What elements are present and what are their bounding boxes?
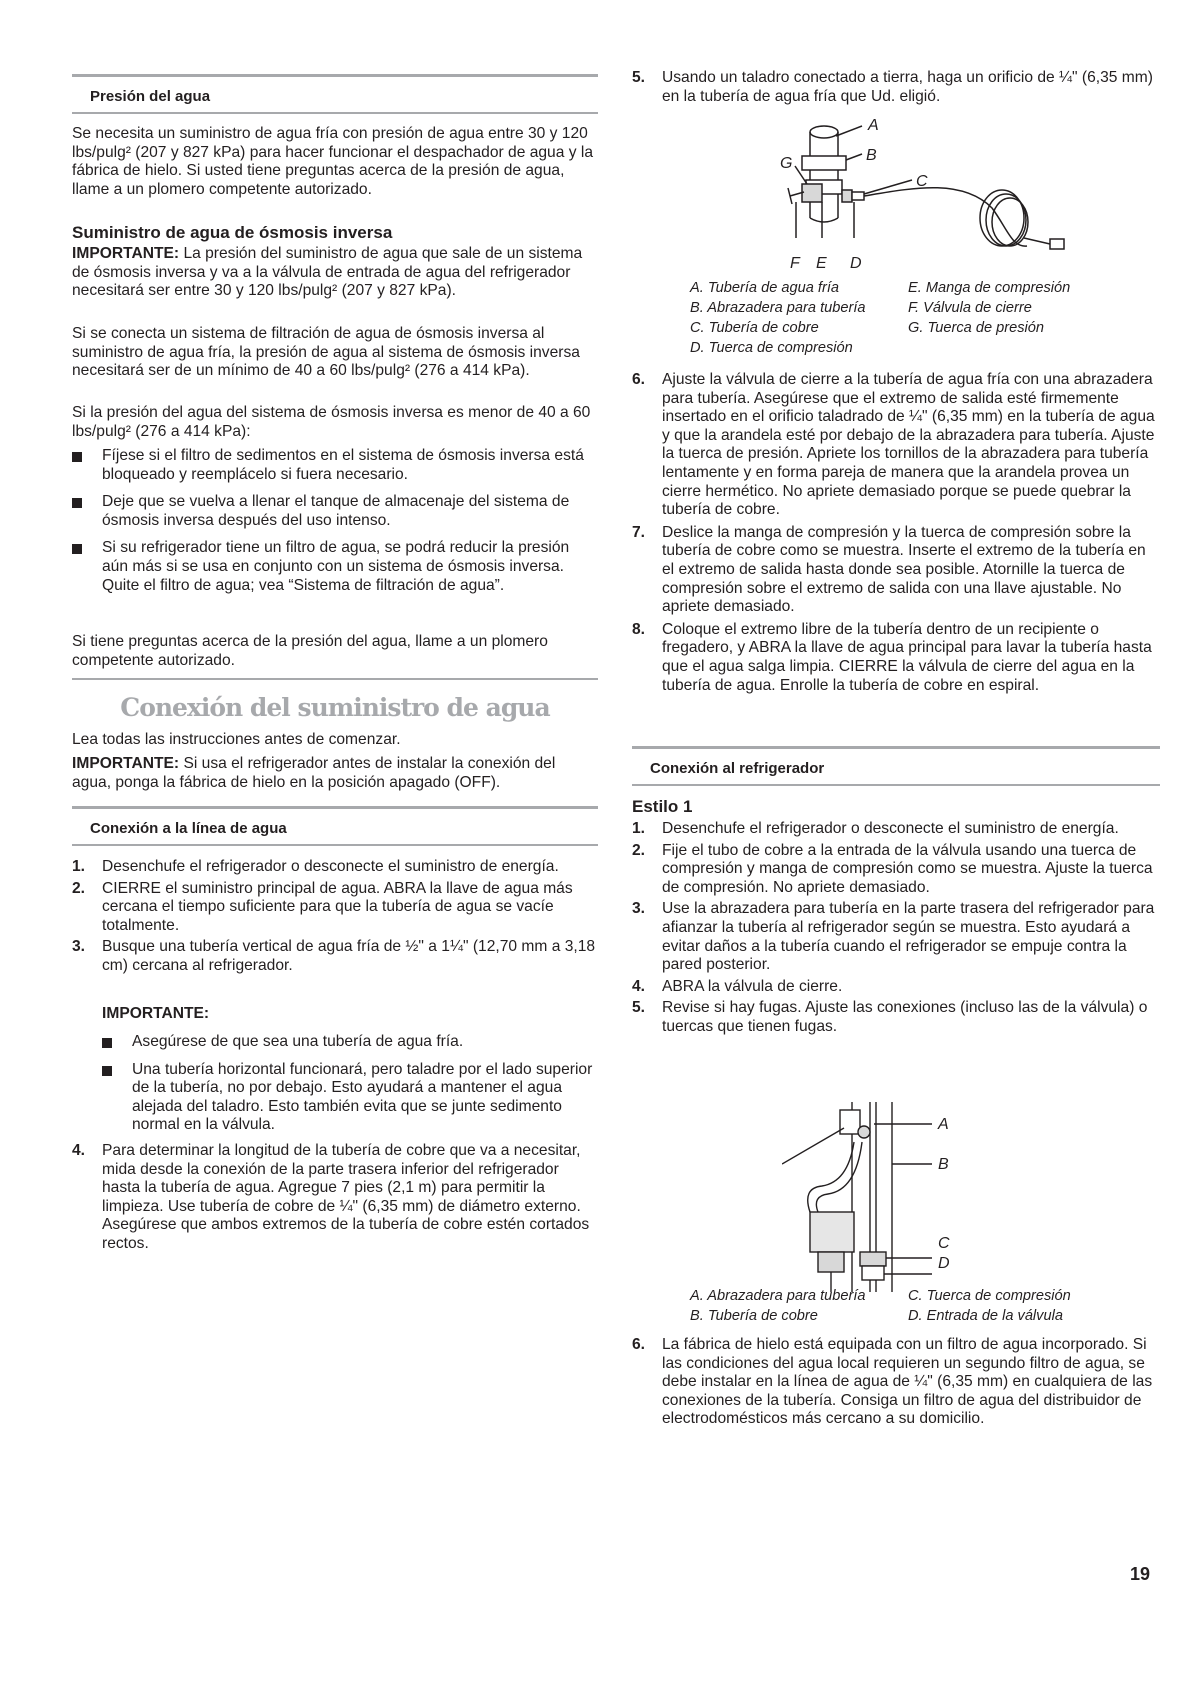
step3-bullet-list <box>102 1033 598 1135</box>
fig1-label-c: C <box>916 173 928 190</box>
list-item: 3. Busque una tubería vertical de agua fría de ½" a 1¼" (12,70 mm a 3,18 cm) cercana al refrigerador. <box>72 938 596 974</box>
connection-important-label: IMPORTANTE: <box>72 755 180 772</box>
step5 <box>632 69 1160 106</box>
bullet-square-icon <box>72 452 82 462</box>
list-item: Una tubería horizontal funcionará, pero taladre por el lado superior de la tubería, no por debajo. Esto ayudará a mantener el agua alejada del taladro. Esto también evita que se junte sedimento normal en la válvula. <box>102 1061 598 1135</box>
caption: D. Entrada de la válvula <box>908 1308 1063 1324</box>
page-number: 19 <box>1130 1564 1151 1584</box>
fig2-label-c: C <box>938 1235 950 1252</box>
ro-bullet-list <box>72 447 598 595</box>
fridge-connection-header-band <box>632 746 1160 786</box>
figure1-captions <box>690 278 1108 358</box>
fig1-label-a: A <box>868 118 879 134</box>
fig1-label-d: D <box>850 255 862 272</box>
list-item: 7. Deslice la manga de compresión y la tuerca de compresión sobre la tubería de cobre como se muestra. Inserte el extremo de la tubería en el extremo de salida hasta donde sea posible. Atornille la tuerca de compresión sobre el extremo de salida con una llave ajustable. No apriete demasiado. <box>632 523 1146 616</box>
ro-paragraph-2: Si se conecta un sistema de filtración de agua de ósmosis inversa al suministro de agua fría, la presión de agua al sistema de ósmosis inversa necesitará ser de un mínimo de 40 a 60 lbs/pulg² (276 a 414 kPa). <box>72 325 580 380</box>
list-item: Fíjese si el filtro de sedimentos en el sistema de ósmosis inversa está bloqueado y reemplácelo si fuera necesario. <box>72 447 598 484</box>
bullet-square-icon <box>72 544 82 554</box>
water-line-header-band <box>72 806 598 846</box>
fridge-connection-heading: Conexión al refrigerador <box>650 760 825 777</box>
style-heading: Estilo 1 <box>632 797 693 816</box>
fig1-label-b: B <box>866 147 877 164</box>
bullet-square-icon <box>102 1066 112 1076</box>
ro-important-paragraph <box>72 245 598 301</box>
step3-important-label: IMPORTANTE: <box>102 1005 210 1022</box>
list-item: 8. Coloque el extremo libre de la tubería dentro de un recipiente o fregadero, y ABRA la llave de agua principal para lavar la tubería hasta que el agua salga limpia. CIERRE la válvula de cierre del agua en la tubería de agua. Enrolle la tubería de cobre en espiral. <box>632 620 1152 694</box>
ro-heading: Suministro de agua de ósmosis inversa <box>72 223 393 242</box>
list-item: 6. La fábrica de hielo está equipada con un filtro de agua incorporado. Si las condiciones del agua local requieren un segundo filtro de agua, se debe instalar en la línea de agua de ¼" (6,35 mm) en cualquiera de las conexiones de la tubería. Consiga un filtro de agua del distribuidor de electrodomésticos más cercano a su domicilio. <box>632 1336 1153 1428</box>
list-item: Deje que se vuelva a llenar el tanque de almacenaje del sistema de ósmosis inversa después del uso intenso. <box>72 493 598 530</box>
steps-6-8 <box>632 371 1160 695</box>
caption: G. Tuerca de presión <box>908 320 1045 336</box>
fig2-label-b: B <box>938 1156 949 1173</box>
list-item: Asegúrese de que sea una tubería de agua fría. <box>102 1033 598 1052</box>
ro-important-text: La presión del suministro de agua que sale de un sistema de ósmosis inversa y va a la válvula de entrada de agua del refrigerador necesitará ser entre 30 y 120 lbs/pulg² (207 y 827 kPa). <box>72 245 583 300</box>
bullet-square-icon <box>102 1038 112 1048</box>
caption: A. Tubería de agua fría <box>690 280 840 296</box>
ro-important-label: IMPORTANTE: <box>72 245 180 262</box>
shutoff-valve-figure <box>762 118 1092 278</box>
fridge-connection-step6 <box>632 1336 1160 1429</box>
figure2-captions <box>690 1286 1108 1326</box>
list-item: 1. Desenchufe el refrigerador o desconecte el suministro de energía. <box>632 820 1119 837</box>
fig1-label-f: F <box>790 255 800 272</box>
caption: C. Tubería de cobre <box>690 320 819 336</box>
list-item: 5. Revise si hay fugas. Ajuste las conexiones (incluso las de la válvula) o tuercas que tienen fugas. <box>632 999 1148 1035</box>
water-line-step4 <box>72 1142 598 1254</box>
water-pressure-heading: Presión del agua <box>90 88 211 105</box>
fig2-label-a: A <box>938 1116 949 1133</box>
section-divider <box>72 678 598 680</box>
fridge-connection-steps <box>632 820 1160 1037</box>
list-item: 1. Desenchufe el refrigerador o desconecte el suministro de energía. <box>72 858 559 875</box>
caption: B. Tubería de cobre <box>690 1308 818 1324</box>
caption: C. Tuerca de compresión <box>908 1288 1071 1304</box>
fig2-label-d: D <box>938 1255 950 1272</box>
list-item: 4. ABRA la válvula de cierre. <box>632 977 843 995</box>
water-pressure-paragraph: Se necesita un suministro de agua fría con presión de agua entre 30 y 120 lbs/pulg² (207 y 827 kPa) para hacer funcionar el despachador de agua y la fábrica de hielo. Si usted tiene preguntas acerca de la presión de agua, llame a un plomero competente autorizado. <box>72 125 593 198</box>
section-title: Conexión del suministro de agua <box>120 693 550 722</box>
list-item: Si su refrigerador tiene un filtro de agua, se podrá reducir la presión aún más si se usa en conjunto con un sistema de ósmosis inversa. Quite el filtro de agua; vea “Sistema de filtración de agua”. <box>72 539 598 595</box>
connection-important: IMPORTANTE: Si usa el refrigerador antes de instalar la conexión del agua, ponga la fábrica de hielo en la posición apagado (OFF). <box>72 755 556 791</box>
water-pressure-header-band <box>72 74 598 114</box>
fig1-label-e: E <box>816 255 827 272</box>
bullet-square-icon <box>72 498 82 508</box>
list-item: 2. Fije el tubo de cobre a la entrada de la válvula usando una tuerca de compresión y manga de compresión como se muestra. Ajuste la tuerca de compresión. No apriete demasiado. <box>632 841 1153 896</box>
caption: F. Válvula de cierre <box>908 300 1032 316</box>
valve-inlet-figure <box>782 1102 1042 1292</box>
list-item: 3. Use la abrazadera para tubería en la parte trasera del refrigerador para afianzar la tubería al refrigerador según se muestra. Esto ayudará a evitar daños a la tubería cuando el refrigerador se empuje contra la pared posterior. <box>632 900 1155 974</box>
list-item: 5. Usando un taladro conectado a tierra, haga un orificio de ¼" (6,35 mm) en la tubería de agua fría que Ud. eligió. <box>632 69 1153 105</box>
list-item: 2. CIERRE el suministro principal de agua. ABRA la llave de agua más cercana el tiempo suficiente para que la tubería de agua se vacíe totalmente. <box>72 879 573 934</box>
water-pressure-closing: Si tiene preguntas acerca de la presión del agua, llame a un plomero competente autorizado. <box>72 633 548 669</box>
caption: D. Tuerca de compresión <box>690 340 853 356</box>
caption: A. Abrazadera para tubería <box>690 1288 866 1304</box>
connection-intro: Lea todas las instrucciones antes de comenzar. <box>72 731 401 748</box>
list-item: 6. Ajuste la válvula de cierre a la tubería de agua fría con una abrazadera para tubería. Asegúrese que el extremo de salida esté firmemente insertado en el orificio taladrado de ¼" (6,35 mm) en la tubería de agua y que la arandela esté por debajo de la abrazadera para tubería. Ajuste la tuerca de presión. Apriete los tornillos de la abrazadera para tubería lentamente y en forma pareja de manera que la arandela provea un cierre hermético. No apriete demasiado porque se puede quebrar la tubería de cobre. <box>632 371 1155 519</box>
ro-paragraph-3: Si la presión del agua del sistema de ósmosis inversa es menor de 40 a 60 lbs/pulg² (276 a 414 kPa): <box>72 404 591 440</box>
list-item: 4. Para determinar la longitud de la tubería de cobre que va a necesitar, mida desde la conexión de la parte trasera inferior del refrigerador hasta la tubería de agua. Agregue 7 pies (2,1 m) para permitir la limpieza. Use tubería de cobre de ¼" (6,35 mm) de diámetro externo. Asegúrese que ambos extremos de la tubería de cobre estén cortados rectos. <box>72 1142 590 1252</box>
water-line-heading: Conexión a la línea de agua <box>90 820 287 837</box>
caption: B. Abrazadera para tubería <box>690 300 866 316</box>
caption <box>908 338 1108 358</box>
water-line-steps <box>72 858 598 976</box>
fig1-label-g: G <box>780 155 793 172</box>
caption: E. Manga de compresión <box>908 280 1071 296</box>
